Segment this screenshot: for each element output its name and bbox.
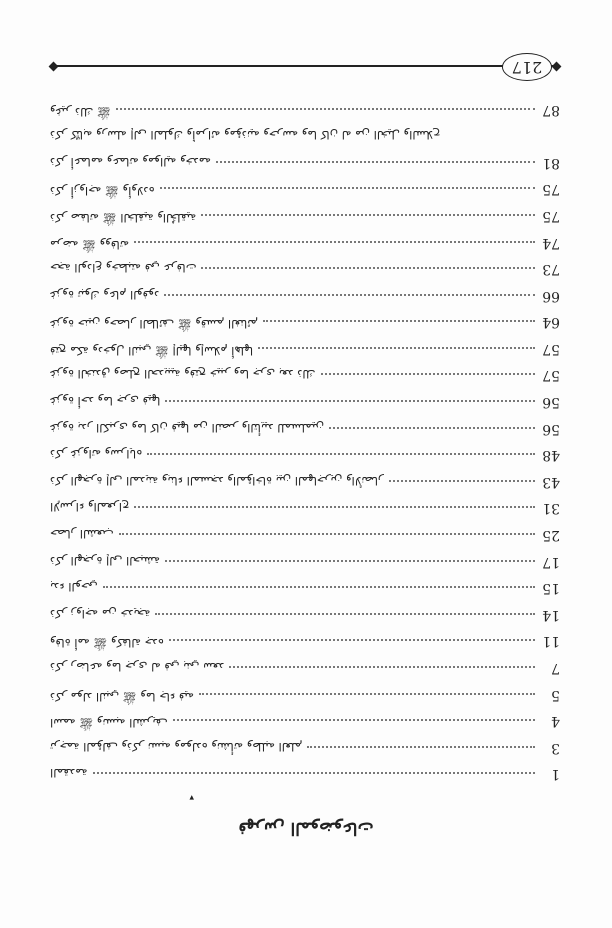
toc-entry[interactable] xyxy=(50,687,560,714)
entry-page-number: 7 xyxy=(551,660,560,677)
entry-title: ذكر أعمامه وعماته ومواليه وخدمه xyxy=(50,154,212,169)
dot-leader xyxy=(263,320,535,322)
toc-entry[interactable] xyxy=(50,740,560,767)
entry-title: ذكر الهجرة إلى الحبشة xyxy=(50,553,161,568)
entry-title: مرضه ﷺ ووفاته xyxy=(50,237,130,252)
dot-leader xyxy=(201,267,535,269)
entry-title: ذكر مولد النبي ﷺ وما جاء فيه xyxy=(50,689,195,704)
toc-entry[interactable] xyxy=(50,261,560,288)
toc-entry[interactable] xyxy=(50,474,560,501)
entry-page-number: 73 xyxy=(542,261,560,278)
entry-title: غزوة تبوك وعام الوفود xyxy=(50,287,160,302)
toc-entry-continuation[interactable] xyxy=(50,102,560,129)
entry-page-number: 4 xyxy=(551,713,560,730)
entry-page-number: 87 xyxy=(542,101,560,118)
dot-leader xyxy=(160,187,535,189)
entry-title: ذكر أزواجه ﷺ وأولاده xyxy=(50,184,155,199)
dot-leader xyxy=(321,374,535,376)
toc-entry[interactable] xyxy=(50,128,560,155)
toc-entry[interactable] xyxy=(50,368,560,395)
entry-title: المقدمة xyxy=(50,766,88,781)
entry-title: الإسراء والمعراج xyxy=(50,500,130,515)
toc-entry[interactable] xyxy=(50,235,560,262)
entry-title: بدء الوحي xyxy=(50,580,98,595)
entry-page-number: 81 xyxy=(542,154,560,171)
entry-page-number: 57 xyxy=(542,367,560,384)
toc-entry[interactable] xyxy=(50,155,560,182)
page-number: 217 xyxy=(502,53,552,81)
entry-page-number: 57 xyxy=(542,340,560,357)
dot-leader xyxy=(147,453,535,455)
entry-title: ذكر صفاته ﷺ الخلقية والخُلقية xyxy=(50,210,197,225)
entry-page-number: 11 xyxy=(542,633,560,650)
page-title: فهرس الموضوعات xyxy=(238,818,374,838)
entry-title: غزوة الخندق وصلح الحديبية وفتح خيبر وما جرى بعد ذلك xyxy=(50,367,316,382)
entry-page-number: 17 xyxy=(542,553,560,570)
footer-rule xyxy=(54,65,556,67)
dot-leader xyxy=(165,400,535,402)
entry-title: ذكر غزواته وسراياه xyxy=(50,447,143,462)
entry-page-number: 5 xyxy=(551,686,560,703)
entry-title: غزوة أحد وما جرى فيها xyxy=(50,394,161,409)
dot-leader xyxy=(307,746,535,748)
dot-leader xyxy=(201,214,535,216)
entry-title-continuation: وغير ذلك ﷺ xyxy=(50,104,111,119)
dot-leader xyxy=(216,161,535,163)
entry-page-number: 74 xyxy=(542,234,560,251)
dot-leader xyxy=(169,639,535,641)
ornament-mark: ▾ xyxy=(189,792,194,802)
dot-leader xyxy=(134,241,535,243)
diamond-ornament-icon xyxy=(552,62,562,72)
entry-title: حصار الشعب xyxy=(50,527,114,542)
dot-leader xyxy=(199,693,535,695)
toc-entry[interactable] xyxy=(50,660,560,687)
dot-leader xyxy=(329,427,535,429)
entry-title: فتح مكة ودخول النبي ﷺ إليها وإسلام أهلها xyxy=(50,343,254,358)
dot-leader xyxy=(164,294,535,296)
entry-page-number: 25 xyxy=(542,527,560,544)
entry-page-number: 75 xyxy=(542,207,560,224)
diamond-ornament-icon xyxy=(49,62,59,72)
dot-leader xyxy=(93,772,535,774)
toc-entry[interactable] xyxy=(50,208,560,235)
entry-title: ذكر زواجه من خديجة xyxy=(50,606,151,621)
dot-leader xyxy=(165,560,535,562)
dot-leader xyxy=(173,719,535,721)
entry-title: ذكر كتّابه ورسله إلى الملوك وأمرائه ومؤذنيه وحرسه وما كان له من الخيل والسلاح xyxy=(50,128,441,143)
dot-leader xyxy=(119,533,535,535)
entry-page-number: 43 xyxy=(542,473,560,490)
dot-leader xyxy=(229,666,535,668)
entry-page-number: 14 xyxy=(542,606,560,623)
entry-page-number: 56 xyxy=(542,420,560,437)
entry-page-number: 66 xyxy=(542,287,560,304)
toc-entry[interactable] xyxy=(50,447,560,474)
entry-title: وفاة أمه ﷺ وكفالة جده xyxy=(50,636,164,651)
entry-page-number: 64 xyxy=(542,314,560,331)
entry-page-number: 48 xyxy=(542,447,560,464)
entry-title: حجة الوداع وخطبته في عرفات xyxy=(50,261,197,276)
toc-entry[interactable] xyxy=(50,633,560,660)
entry-page-number: 1 xyxy=(551,766,560,783)
entry-title: ترجمة المؤلف وذكر نسبه ومولده ونشأته وطلبه العلم xyxy=(50,739,303,754)
toc-entry[interactable] xyxy=(50,314,560,341)
entry-page-number: 31 xyxy=(542,500,560,517)
toc-entry[interactable] xyxy=(50,554,560,581)
entry-page-number: 56 xyxy=(542,394,560,411)
toc-entry[interactable] xyxy=(50,341,560,368)
dot-leader xyxy=(258,347,535,349)
entry-page-number: 15 xyxy=(542,580,560,597)
toc-entry[interactable] xyxy=(50,500,560,527)
toc-entry[interactable] xyxy=(50,527,560,554)
toc-entry[interactable] xyxy=(50,580,560,607)
toc-entry[interactable] xyxy=(50,421,560,448)
dot-leader xyxy=(116,108,535,110)
toc-entry[interactable] xyxy=(50,181,560,208)
entry-title: اسمه ﷺ ونسبه الشريف xyxy=(50,716,168,731)
dot-leader xyxy=(155,613,535,615)
toc-entry[interactable] xyxy=(50,713,560,740)
dot-leader xyxy=(103,586,535,588)
toc-entry[interactable] xyxy=(50,394,560,421)
toc-entry[interactable] xyxy=(50,288,560,315)
entry-page-number: 75 xyxy=(542,181,560,198)
entry-title: غزوة بدر الكبرى وما كان فيها من النصر والتأييد للمسلمين xyxy=(50,420,325,435)
toc-entry[interactable] xyxy=(50,607,560,634)
entry-title: غزوة حنين وحصار الطائف ﷺ وقسم الغنائم xyxy=(50,317,259,332)
entry-page-number: 3 xyxy=(551,739,560,756)
dot-leader xyxy=(389,480,535,482)
entry-title: ذكر الهجرة إلى المدينة وبناء المسجد والمؤاخاة بين المهاجرين والأنصار xyxy=(50,473,384,488)
dot-leader xyxy=(134,506,535,508)
page-footer xyxy=(50,58,560,77)
table-of-contents xyxy=(50,102,560,793)
toc-entry[interactable] xyxy=(50,766,560,793)
entry-title: ذكر رضاعه وما جرى له في بني سعد xyxy=(50,660,225,675)
